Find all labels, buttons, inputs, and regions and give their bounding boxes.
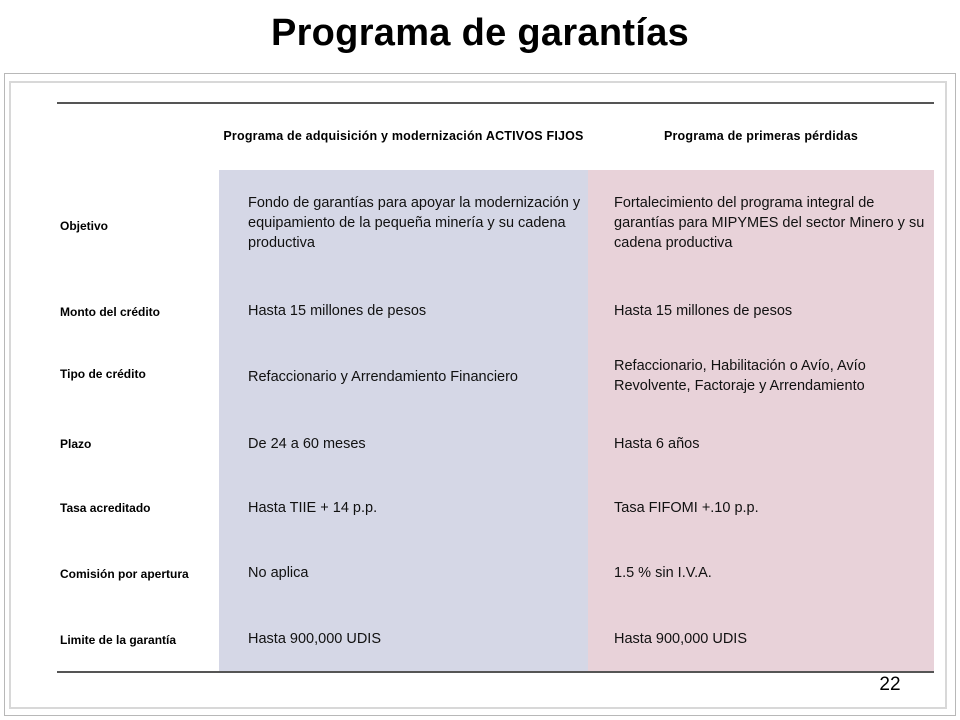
row-label-tipo: Tipo de crédito bbox=[60, 367, 146, 381]
cell-tasa-b: Tasa FIFOMI +.10 p.p. bbox=[614, 500, 759, 516]
cell-monto-a: Hasta 15 millones de pesos bbox=[248, 303, 427, 319]
cell-comision-b: 1.5 % sin I.V.A. bbox=[614, 565, 712, 581]
row-label-plazo: Plazo bbox=[60, 437, 92, 451]
cell-plazo-a: De 24 a 60 meses bbox=[248, 436, 366, 452]
column-header-primeras-perdidas: Programa de primeras pérdidas bbox=[663, 128, 859, 143]
cell-tipo-a: Refaccionario y Arrendamiento Financiero bbox=[248, 369, 518, 385]
cell-monto-b: Hasta 15 millones de pesos bbox=[614, 303, 793, 319]
page-number: 22 bbox=[879, 674, 901, 695]
page-title: Programa de garantías bbox=[270, 12, 690, 54]
row-label-limite: Limite de la garantía bbox=[60, 633, 177, 647]
cell-comision-a: No aplica bbox=[248, 565, 309, 581]
cell-tasa-a: Hasta TIIE + 14 p.p. bbox=[248, 500, 378, 516]
cell-tipo-b: Refaccionario, Habilitación o Avío, Avío Revolvente, Factoraje y Arrendamiento bbox=[614, 358, 866, 394]
row-label-objetivo: Objetivo bbox=[60, 219, 109, 233]
row-label-comision: Comisión por apertura bbox=[60, 567, 189, 581]
cell-plazo-b: Hasta 6 años bbox=[614, 436, 700, 452]
table-bottom-rule bbox=[57, 671, 934, 673]
row-label-tasa: Tasa acreditado bbox=[60, 501, 151, 515]
cell-objetivo-a: Fondo de garantías para apoyar la modernización y equipamiento de la pequeña minería y su cadena productiva bbox=[248, 195, 581, 251]
cell-limite-b: Hasta 900,000 UDIS bbox=[614, 631, 747, 647]
row-label-monto: Monto del crédito bbox=[60, 305, 160, 319]
cell-limite-a: Hasta 900,000 UDIS bbox=[248, 631, 381, 647]
cell-objetivo-b: Fortalecimiento del programa integral de garantías para MIPYMES del sector Minero y su cadena productiva bbox=[614, 195, 925, 251]
table-top-rule bbox=[57, 102, 934, 104]
column-header-activos-fijos: Programa de adquisición y modernización ACTIVOS FIJOS bbox=[223, 128, 584, 143]
